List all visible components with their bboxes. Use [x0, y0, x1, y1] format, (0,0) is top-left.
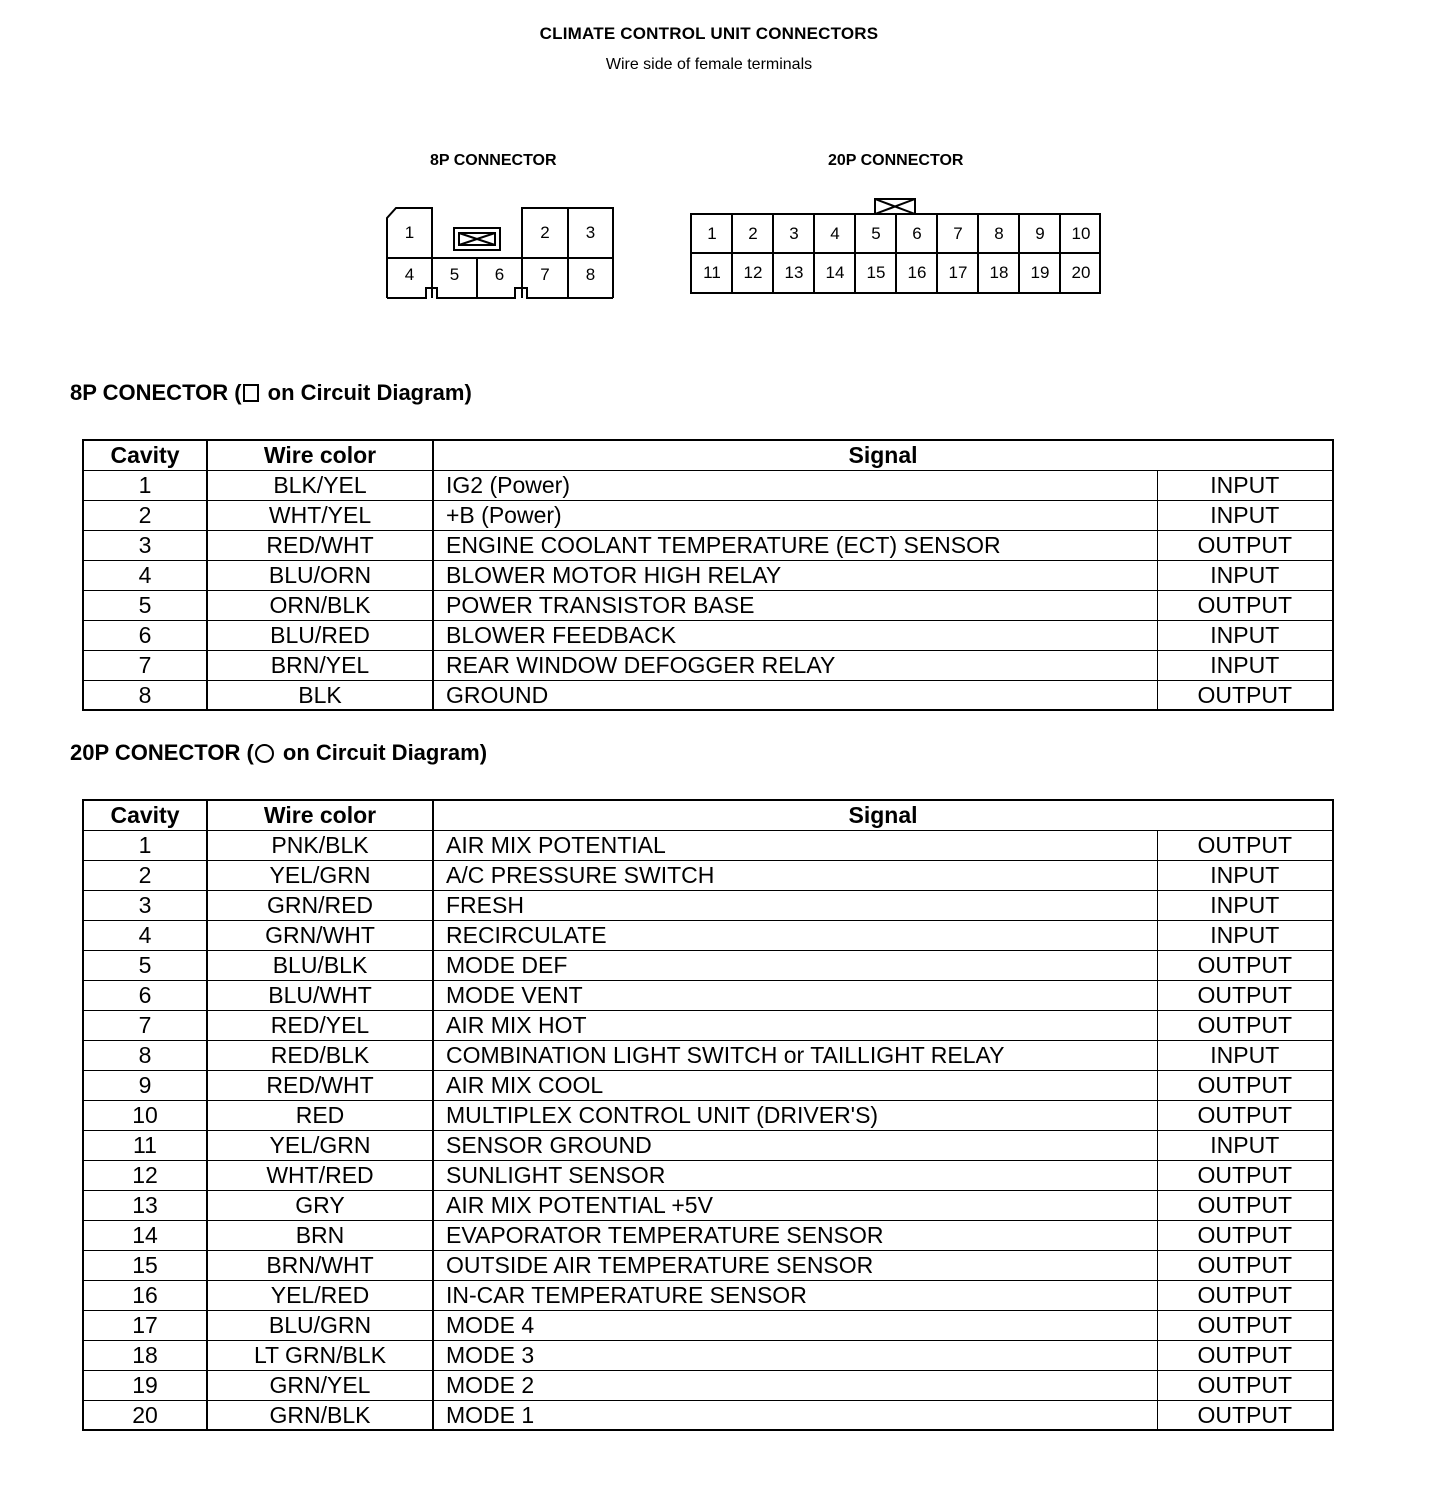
- wire-color-cell: BRN: [207, 1220, 433, 1250]
- table-20p-row: [83, 1010, 1333, 1040]
- direction-cell: OUTPUT: [1157, 980, 1333, 1010]
- section-8p-title: [70, 380, 472, 406]
- table-20p-row: [83, 1130, 1333, 1160]
- wire-color-cell: BLK/YEL: [207, 470, 433, 500]
- cavity-cell: 4: [83, 920, 207, 950]
- table-20p-row: [83, 1250, 1333, 1280]
- direction-cell: INPUT: [1157, 470, 1333, 500]
- pin-20p-14: 14: [825, 263, 845, 282]
- direction-cell: OUTPUT: [1157, 1250, 1333, 1280]
- pin-8p-6: 6: [494, 265, 505, 284]
- pin-8p-8: 8: [585, 265, 596, 284]
- signal-cell: BLOWER MOTOR HIGH RELAY: [433, 560, 1157, 590]
- signal-cell: SENSOR GROUND: [433, 1130, 1157, 1160]
- wire-color-cell: GRN/WHT: [207, 920, 433, 950]
- header-wire-color: Wire color: [207, 800, 433, 830]
- pin-20p-13: 13: [784, 263, 804, 282]
- pin-20p-3: 3: [789, 224, 799, 243]
- table-20p-row: [83, 920, 1333, 950]
- pin-20p-11: 11: [703, 263, 721, 282]
- header-signal: Signal: [433, 440, 1333, 470]
- direction-cell: OUTPUT: [1157, 830, 1333, 860]
- table-20p-row: [83, 1190, 1333, 1220]
- direction-cell: OUTPUT: [1157, 530, 1333, 560]
- direction-cell: INPUT: [1157, 650, 1333, 680]
- wire-color-cell: WHT/YEL: [207, 500, 433, 530]
- wire-color-cell: ORN/BLK: [207, 590, 433, 620]
- header-cavity: Cavity: [83, 800, 207, 830]
- cavity-cell: 7: [83, 1010, 207, 1040]
- wire-color-cell: YEL/GRN: [207, 860, 433, 890]
- section-8p-title-suffix: on Circuit Diagram): [261, 380, 472, 405]
- signal-cell: GROUND: [433, 680, 1157, 710]
- pin-8p-2: 2: [540, 223, 550, 242]
- direction-cell: INPUT: [1157, 500, 1333, 530]
- pin-8p-1: 1: [404, 223, 415, 242]
- table-8p-body: [83, 470, 1333, 710]
- signal-cell: REAR WINDOW DEFOGGER RELAY: [433, 650, 1157, 680]
- pin-20p-7: 7: [953, 224, 963, 243]
- wire-color-cell: GRN/RED: [207, 890, 433, 920]
- direction-cell: OUTPUT: [1157, 1010, 1333, 1040]
- wire-color-cell: BLK: [207, 680, 433, 710]
- wire-color-cell: RED/BLK: [207, 1040, 433, 1070]
- wire-color-cell: GRY: [207, 1190, 433, 1220]
- signal-cell: MULTIPLEX CONTROL UNIT (DRIVER'S): [433, 1100, 1157, 1130]
- signal-cell: COMBINATION LIGHT SWITCH or TAILLIGHT RELAY: [433, 1040, 1157, 1070]
- signal-cell: IN-CAR TEMPERATURE SENSOR: [433, 1280, 1157, 1310]
- table-8p-row: [83, 650, 1333, 680]
- direction-cell: OUTPUT: [1157, 1400, 1333, 1430]
- table-20p-row: [83, 1040, 1333, 1070]
- direction-cell: OUTPUT: [1157, 1190, 1333, 1220]
- direction-cell: OUTPUT: [1157, 1370, 1333, 1400]
- cavity-cell: 8: [83, 680, 207, 710]
- table-20p-body: [83, 830, 1333, 1430]
- direction-cell: OUTPUT: [1157, 590, 1333, 620]
- pin-20p-1: 1: [707, 224, 717, 243]
- wire-color-cell: BRN/WHT: [207, 1250, 433, 1280]
- signal-cell: AIR MIX POTENTIAL: [433, 830, 1157, 860]
- signal-cell: IG2 (Power): [433, 470, 1157, 500]
- cavity-cell: 15: [83, 1250, 207, 1280]
- pin-20p-6: 6: [912, 224, 922, 243]
- pin-20p-9: 9: [1035, 224, 1045, 243]
- table-20p-row: [83, 950, 1333, 980]
- pin-20p-19: 19: [1030, 263, 1050, 282]
- signal-cell: MODE 4: [433, 1310, 1157, 1340]
- table-20p-row: [83, 1070, 1333, 1100]
- signal-cell: EVAPORATOR TEMPERATURE SENSOR: [433, 1220, 1157, 1250]
- wire-color-cell: BLU/BLK: [207, 950, 433, 980]
- wire-color-cell: BLU/ORN: [207, 560, 433, 590]
- pin-20p-17: 17: [948, 263, 968, 282]
- direction-cell: INPUT: [1157, 1130, 1333, 1160]
- direction-cell: INPUT: [1157, 620, 1333, 650]
- wire-color-cell: BRN/YEL: [207, 650, 433, 680]
- wire-color-cell: GRN/YEL: [207, 1370, 433, 1400]
- table-20p-row: [83, 1340, 1333, 1370]
- cavity-cell: 1: [83, 830, 207, 860]
- pin-20p-10: 10: [1071, 224, 1091, 243]
- table-20p-row: [83, 890, 1333, 920]
- signal-cell: AIR MIX COOL: [433, 1070, 1157, 1100]
- direction-cell: INPUT: [1157, 560, 1333, 590]
- wire-color-cell: BLU/WHT: [207, 980, 433, 1010]
- cavity-cell: 19: [83, 1370, 207, 1400]
- pin-20p-2: 2: [748, 224, 758, 243]
- cavity-cell: 20: [83, 1400, 207, 1430]
- pin-20p-20: 20: [1071, 263, 1091, 282]
- direction-cell: OUTPUT: [1157, 1160, 1333, 1190]
- table-8p-header-row: [83, 440, 1333, 470]
- table-8p-row: [83, 560, 1333, 590]
- pin-8p-5: 5: [449, 265, 460, 284]
- table-8p-row: [83, 470, 1333, 500]
- connector-8p-diagram: [380, 200, 630, 305]
- wire-color-cell: RED: [207, 1100, 433, 1130]
- cavity-cell: 17: [83, 1310, 207, 1340]
- pin-20p-12: 12: [743, 263, 763, 282]
- table-20p-row: [83, 1310, 1333, 1340]
- document-subtitle: Wire side of female terminals: [605, 56, 813, 73]
- direction-cell: INPUT: [1157, 1040, 1333, 1070]
- cavity-cell: 2: [83, 860, 207, 890]
- direction-cell: OUTPUT: [1157, 1310, 1333, 1340]
- document-title: CLIMATE CONTROL UNIT CONNECTORS: [539, 24, 879, 43]
- wire-color-cell: RED/WHT: [207, 530, 433, 560]
- wire-color-cell: BLU/GRN: [207, 1310, 433, 1340]
- section-20p-title-suffix: on Circuit Diagram): [276, 740, 488, 765]
- table-20p-row: [83, 1100, 1333, 1130]
- table-20p-row: [83, 1220, 1333, 1250]
- table-20p-row: [83, 980, 1333, 1010]
- signal-cell: OUTSIDE AIR TEMPERATURE SENSOR: [433, 1250, 1157, 1280]
- signal-cell: MODE VENT: [433, 980, 1157, 1010]
- pin-8p-7: 7: [540, 265, 550, 284]
- section-8p-title-prefix: 8P CONECTOR (: [70, 380, 242, 405]
- wire-color-cell: BLU/RED: [207, 620, 433, 650]
- cavity-cell: 4: [83, 560, 207, 590]
- square-symbol-icon: [243, 384, 259, 402]
- table-20p-row: [83, 860, 1333, 890]
- cavity-cell: 5: [83, 950, 207, 980]
- pin-8p-3: 3: [585, 223, 596, 242]
- signal-cell: MODE 1: [433, 1400, 1157, 1430]
- wire-color-cell: WHT/RED: [207, 1160, 433, 1190]
- cavity-cell: 3: [83, 890, 207, 920]
- direction-cell: OUTPUT: [1157, 1280, 1333, 1310]
- cavity-cell: 3: [83, 530, 207, 560]
- cavity-cell: 5: [83, 590, 207, 620]
- direction-cell: INPUT: [1157, 920, 1333, 950]
- cavity-cell: 6: [83, 620, 207, 650]
- pin-20p-16: 16: [907, 263, 927, 282]
- section-20p-title: [70, 740, 487, 766]
- wire-color-cell: GRN/BLK: [207, 1400, 433, 1430]
- direction-cell: OUTPUT: [1157, 1100, 1333, 1130]
- wire-color-cell: YEL/GRN: [207, 1130, 433, 1160]
- signal-cell: BLOWER FEEDBACK: [433, 620, 1157, 650]
- table-8p-row: [83, 620, 1333, 650]
- cavity-cell: 8: [83, 1040, 207, 1070]
- circle-symbol-icon: [255, 744, 274, 763]
- cavity-cell: 13: [83, 1190, 207, 1220]
- cavity-cell: 6: [83, 980, 207, 1010]
- wire-color-cell: PNK/BLK: [207, 830, 433, 860]
- direction-cell: OUTPUT: [1157, 1220, 1333, 1250]
- direction-cell: INPUT: [1157, 860, 1333, 890]
- cavity-cell: 14: [83, 1220, 207, 1250]
- signal-cell: MODE DEF: [433, 950, 1157, 980]
- cavity-cell: 7: [83, 650, 207, 680]
- direction-cell: OUTPUT: [1157, 950, 1333, 980]
- direction-cell: OUTPUT: [1157, 1070, 1333, 1100]
- pin-8p-4: 4: [404, 265, 415, 284]
- signal-cell: AIR MIX POTENTIAL +5V: [433, 1190, 1157, 1220]
- table-20p-row: [83, 1280, 1333, 1310]
- table-20p-row: [83, 1370, 1333, 1400]
- signal-cell: FRESH: [433, 890, 1157, 920]
- table-8p-row: [83, 500, 1333, 530]
- table-20p: [82, 799, 1334, 1431]
- signal-cell: ENGINE COOLANT TEMPERATURE (ECT) SENSOR: [433, 530, 1157, 560]
- connector-20p-diagram: [690, 196, 1104, 296]
- table-20p-row: [83, 830, 1333, 860]
- table-8p-row: [83, 590, 1333, 620]
- section-20p-title-prefix: 20P CONECTOR (: [70, 740, 254, 765]
- signal-cell: MODE 2: [433, 1370, 1157, 1400]
- table-8p: [82, 439, 1334, 711]
- table-20p-row: [83, 1400, 1333, 1430]
- wire-color-cell: RED/YEL: [207, 1010, 433, 1040]
- connector-8p-label: 8P CONNECTOR: [430, 152, 557, 169]
- pin-20p-15: 15: [866, 263, 886, 282]
- pin-20p-5: 5: [871, 224, 881, 243]
- cavity-cell: 18: [83, 1340, 207, 1370]
- signal-cell: AIR MIX HOT: [433, 1010, 1157, 1040]
- cavity-cell: 9: [83, 1070, 207, 1100]
- header-signal: Signal: [433, 800, 1333, 830]
- table-20p-row: [83, 1160, 1333, 1190]
- pin-20p-4: 4: [830, 224, 840, 243]
- signal-cell: SUNLIGHT SENSOR: [433, 1160, 1157, 1190]
- wire-color-cell: RED/WHT: [207, 1070, 433, 1100]
- pin-20p-8: 8: [994, 224, 1004, 243]
- pin-20p-18: 18: [989, 263, 1009, 282]
- direction-cell: INPUT: [1157, 890, 1333, 920]
- table-8p-row: [83, 530, 1333, 560]
- connector-20p-label: 20P CONNECTOR: [828, 152, 964, 169]
- direction-cell: OUTPUT: [1157, 1340, 1333, 1370]
- cavity-cell: 12: [83, 1160, 207, 1190]
- signal-cell: MODE 3: [433, 1340, 1157, 1370]
- table-20p-header-row: [83, 800, 1333, 830]
- header-cavity: Cavity: [83, 440, 207, 470]
- wire-color-cell: YEL/RED: [207, 1280, 433, 1310]
- cavity-cell: 11: [83, 1130, 207, 1160]
- signal-cell: POWER TRANSISTOR BASE: [433, 590, 1157, 620]
- wire-color-cell: LT GRN/BLK: [207, 1340, 433, 1370]
- table-8p-row: [83, 680, 1333, 710]
- cavity-cell: 1: [83, 470, 207, 500]
- signal-cell: +B (Power): [433, 500, 1157, 530]
- cavity-cell: 16: [83, 1280, 207, 1310]
- signal-cell: A/C PRESSURE SWITCH: [433, 860, 1157, 890]
- signal-cell: RECIRCULATE: [433, 920, 1157, 950]
- direction-cell: OUTPUT: [1157, 680, 1333, 710]
- header-wire-color: Wire color: [207, 440, 433, 470]
- cavity-cell: 2: [83, 500, 207, 530]
- cavity-cell: 10: [83, 1100, 207, 1130]
